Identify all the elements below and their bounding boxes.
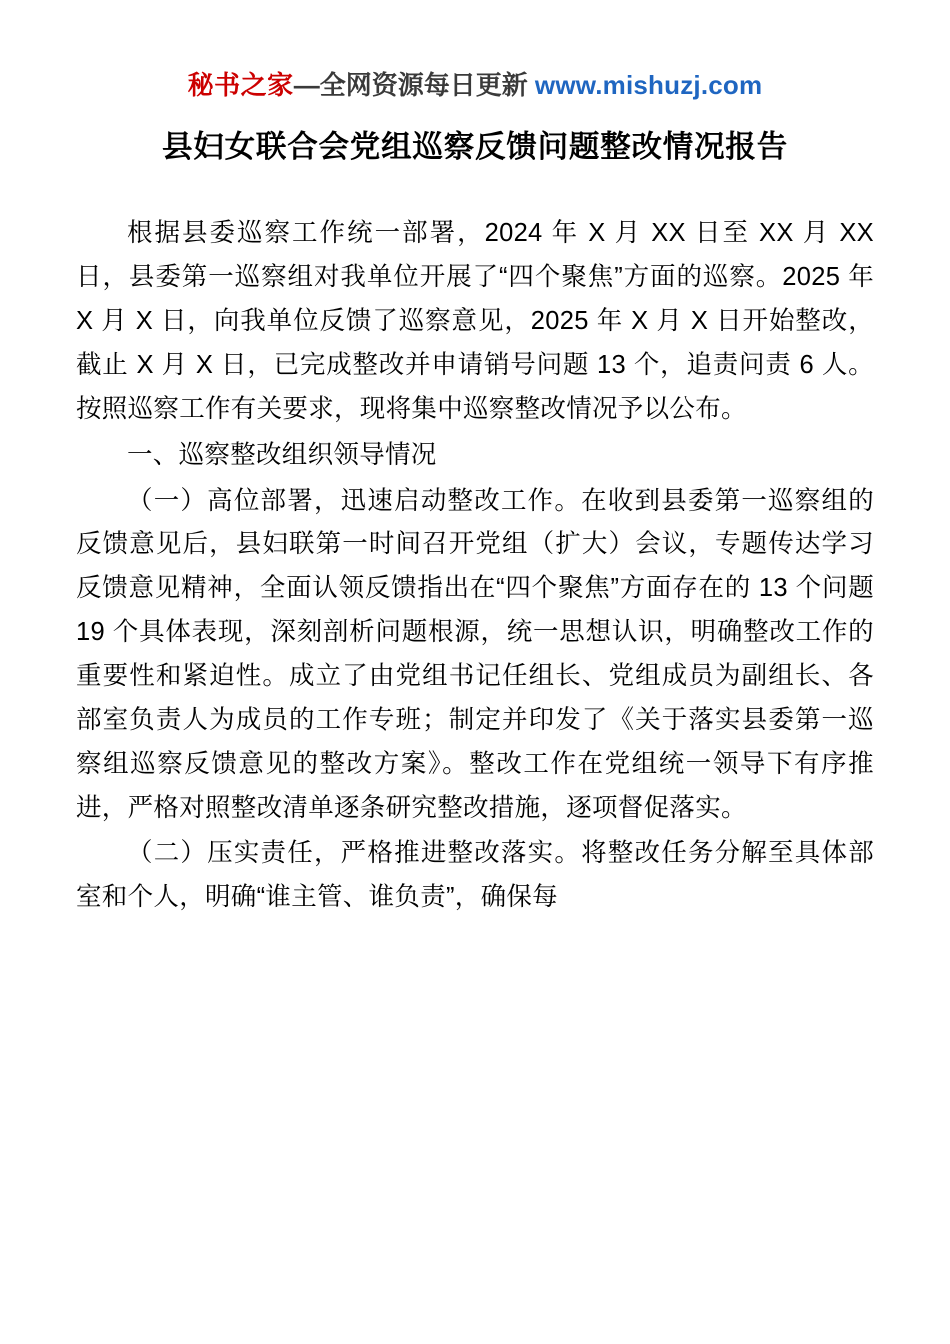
paragraph-subsection-two: （二）压实责任，严格推进整改落实。将整改任务分解至具体部室和个人，明确“谁主管、谁负责”，确保每 xyxy=(76,839,874,912)
watermark-brand: 秘书之家 xyxy=(187,70,294,100)
watermark-banner xyxy=(76,70,874,101)
paragraph-subsection-one: （一）高位部署，迅速启动整改工作。在收到县委第一巡察组的反馈意见后，县妇联第一时间召开党组（扩大）会议，专题传达学习反馈意见精神，全面认领反馈指出在“四个聚焦”方面存在的 13 个问题 19 个具体表现，深刻剖析问题根源，统一思想认识，明确整改工作的重要性和紧迫性。成立了由党组书记任组长、党组成员为副组长、各部室负责人为成员的工作专班；制定并印发了《关于落实县委第一巡察组巡察反馈意见的整改方案》。整改工作在党组统一领导下有序推进，严格对照整改清单逐条研究整改措施，逐项督促落实。 xyxy=(76,486,874,822)
document-body xyxy=(76,212,874,920)
watermark-url[interactable]: www.mishuzj.com xyxy=(534,70,763,100)
paragraph-intro: 根据县委巡察工作统一部署，2024 年 X 月 XX 日至 XX 月 XX 日，县委第一巡察组对我单位开展了“四个聚焦”方面的巡察。2025 年 X 月 X 日，向我单位反馈了巡察意见，2025 年 X 月 X 日开始整改，截止 X 月 X 日，已完成整改并申请销号问题 13 个，追责问责 6 人。按照巡察工作有关要求，现将集中巡察整改情况予以公布。 xyxy=(76,219,874,423)
page-title: 县妇女联合会党组巡察反馈问题整改情况报告 xyxy=(162,130,788,165)
section-heading-one: 一、巡察整改组织领导情况 xyxy=(127,440,437,469)
watermark-tagline: —全网资源每日更新 xyxy=(293,70,535,100)
